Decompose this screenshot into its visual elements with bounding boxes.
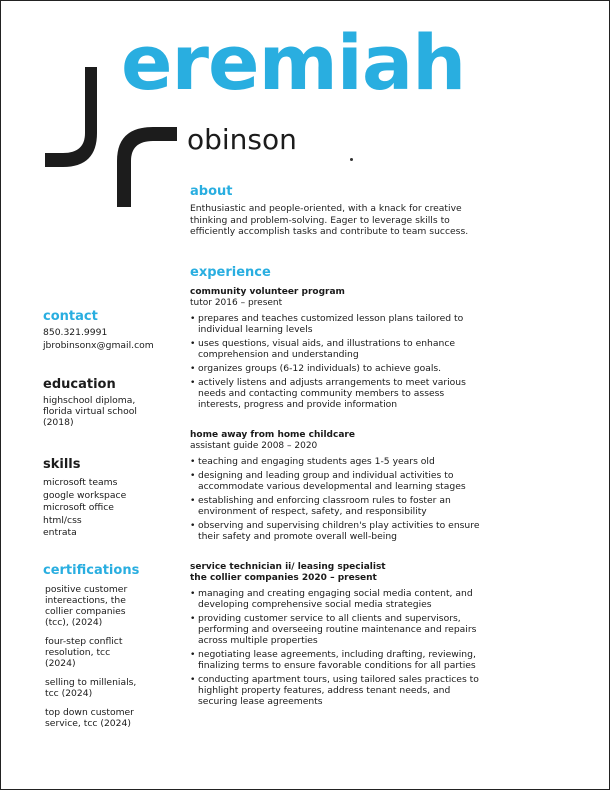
- education-heading: education: [43, 377, 116, 392]
- job-subtitle: the collier companies 2020 – present: [190, 573, 377, 583]
- job-bullets: [190, 456, 480, 542]
- job-bullet: • actively listens and adjusts arrangements to meet various needs and contacting community members to assess interests, progress and provide information: [190, 377, 480, 410]
- job-bullet: • organizes groups (6-12 individuals) to achieve goals.: [190, 363, 480, 374]
- email-address: jbrobinsonx@gmail.com: [43, 339, 154, 351]
- job-bullet: • conducting apartment tours, using tailored sales practices to highlight property features, address tenant needs, and securing lease agreements: [190, 674, 480, 707]
- job-title: community volunteer program: [190, 287, 345, 297]
- job-entry: [190, 287, 480, 413]
- education-line: (2018): [43, 417, 74, 428]
- skill-item: google workspace: [43, 489, 127, 501]
- skill-item: html/css: [43, 514, 82, 526]
- job-bullet: • prepares and teaches customized lesson plans tailored to individual learning levels: [190, 313, 480, 335]
- job-bullet: • designing and leading group and individual activities to accommodate various developmental and learning stages: [190, 470, 480, 492]
- job-subtitle: tutor 2016 – present: [190, 298, 283, 308]
- first-name: eremiah: [121, 18, 466, 107]
- about-heading: about: [190, 184, 233, 199]
- certifications-list: [43, 584, 143, 737]
- contact-info: [43, 327, 168, 352]
- monogram-r: [117, 127, 187, 211]
- job-title: service technician ii/ leasing specialist: [190, 562, 386, 572]
- job-entry: [190, 430, 480, 545]
- job-bullets: [190, 313, 480, 410]
- job-bullet: • negotiating lease agreements, including drafting, reviewing, finalizing terms to ensure favorable conditions for all parties: [190, 649, 480, 671]
- education-line: highschool diploma,: [43, 395, 136, 406]
- job-subtitle: assistant guide 2008 – 2020: [190, 441, 318, 451]
- skill-item: entrata: [43, 527, 77, 538]
- job-bullet: • establishing and enforcing classroom rules to foster an environment of respect, safety, and responsibility: [190, 495, 480, 517]
- education-line: florida virtual school: [43, 406, 137, 417]
- job-entry: [190, 562, 480, 710]
- certification-item: selling to millenials, tcc (2024): [45, 677, 137, 699]
- last-name: obinson: [187, 123, 297, 156]
- phone-number: 850.321.9991: [43, 327, 108, 338]
- monogram-j: [45, 63, 125, 177]
- decorative-dot: [350, 158, 353, 161]
- job-bullet: • providing customer service to all clients and supervisors, performing and overseeing routine maintenance and repairs across multiple properties: [190, 613, 480, 646]
- certification-item: positive customer intereactions, the collier companies (tcc), (2024): [45, 584, 128, 628]
- skills-list: [43, 477, 168, 540]
- job-bullet: • observing and supervising children's play activities to ensure their safety and promote overall well-being: [190, 520, 480, 542]
- about-text: Enthusiastic and people-oriented, with a knack for creative thinking and problem-solving. Eager to leverage skills to efficiently accomplish tasks and contribute to team success.: [190, 203, 469, 237]
- certification-item: top down customer service, tcc (2024): [45, 707, 134, 729]
- skill-item: microsoft teams: [43, 477, 118, 488]
- skills-heading: skills: [43, 457, 81, 472]
- certifications-heading: certifications: [43, 563, 140, 578]
- education-info: [43, 395, 168, 428]
- job-bullets: [190, 588, 480, 707]
- contact-heading: contact: [43, 309, 98, 324]
- certification-item: four-step conflict resolution, tcc (2024): [45, 636, 123, 669]
- job-title: home away from home childcare: [190, 430, 355, 440]
- job-bullet: • managing and creating engaging social media content, and developing comprehensive social media strategies: [190, 588, 480, 610]
- experience-heading: experience: [190, 265, 271, 280]
- skill-item: microsoft office: [43, 502, 114, 513]
- job-bullet: • teaching and engaging students ages 1-5 years old: [190, 456, 480, 467]
- job-bullet: • uses questions, visual aids, and illustrations to enhance comprehension and understanding: [190, 338, 480, 360]
